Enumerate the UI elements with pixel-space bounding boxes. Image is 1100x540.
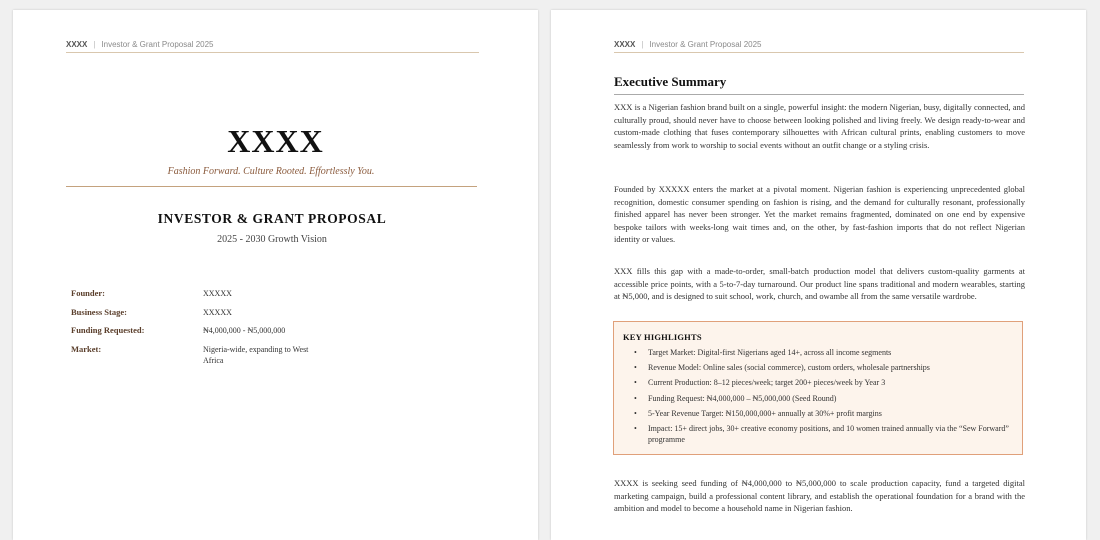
list-item <box>634 362 1014 373</box>
detail-value: Nigeria-wide, expanding to West Africa <box>203 345 309 365</box>
detail-value: XXXXX <box>203 308 232 317</box>
list-item <box>634 423 1014 445</box>
running-header-separator: | <box>641 40 644 49</box>
document-page-cover[interactable] <box>13 10 538 540</box>
section-heading: Executive Summary <box>614 74 727 89</box>
document-page-executive-summary[interactable] <box>551 10 1086 540</box>
list-item-text: Funding Request: ₦4,000,000 – ₦5,000,000 (Seed Round) <box>648 393 837 403</box>
brand-title: XXXX <box>227 123 324 159</box>
list-item-text: 5-Year Revenue Target: ₦150,000,000+ annually at 30%+ profit margins <box>648 408 882 418</box>
key-highlights-list <box>634 347 1014 449</box>
running-header-title: Investor & Grant Proposal 2025 <box>101 40 214 49</box>
summary-paragraph: XXXX is seeking seed funding of ₦4,000,000 to ₦5,000,000 to scale production capacity, fund a targeted digital marketing campaign, build a professional content library, and establish the operational foundation for a brand with the ambition and model to become a household name in Nigerian fashion. <box>614 478 1025 514</box>
proposal-subtitle: 2025 - 2030 Growth Vision <box>217 234 327 245</box>
bullet-icon: • <box>634 348 637 357</box>
bullet-icon: • <box>634 393 637 403</box>
running-header-separator: | <box>93 40 96 49</box>
list-item-text: Revenue Model: Online sales (social commerce), custom orders, wholesale partnerships <box>648 363 930 373</box>
list-item <box>634 393 1014 404</box>
header-divider <box>614 52 1024 53</box>
running-header <box>614 40 761 49</box>
header-divider <box>66 52 479 53</box>
list-item-text: Current Production: 8–12 pieces/week; target 200+ pieces/week by Year 3 <box>648 378 886 388</box>
detail-label: Funding Requested: <box>71 325 145 335</box>
running-header-brand: XXXX <box>66 40 88 49</box>
bullet-icon: • <box>634 408 637 418</box>
detail-value: XXXXX <box>203 289 232 298</box>
list-item <box>634 377 1014 388</box>
list-item-text: Impact: 15+ direct jobs, 30+ creative economy positions, and 10 women trained annually via the “Sew Forward” programme <box>648 423 1009 444</box>
list-item <box>634 347 1014 358</box>
brand-tagline: Fashion Forward. Culture Rooted. Effortlessly You. <box>167 166 375 177</box>
bullet-icon: • <box>634 423 637 433</box>
key-highlights-box <box>613 321 1023 455</box>
detail-label: Founder: <box>71 288 105 298</box>
bullet-icon: • <box>634 363 637 373</box>
summary-paragraph: XXX is a Nigerian fashion brand built on a single, powerful insight: the modern Nigerian, busy, digitally connected, and culturally proud, should never have to choose between looking polished and living freely. We design ready-to-wear and custom-made clothing that fuses contemporary silhouettes with African cultural prints, enabling customers to move seamlessly from work to worship to social events without an outfit change or a styling crisis. <box>614 102 1025 150</box>
running-header-title: Investor & Grant Proposal 2025 <box>649 40 762 49</box>
running-header-brand: XXXX <box>614 40 636 49</box>
list-item <box>634 408 1014 419</box>
section-divider <box>614 94 1024 95</box>
running-header <box>66 40 213 49</box>
summary-paragraph: XXX fills this gap with a made-to-order, small-batch production model that delivers custom-quality garments at accessible price points, with a 5-to-7-day turnaround. Our product line spans traditional and modern wearables, starting at ₦5,000, and is designed to suit school, work, church, and owambe all from the same versatile wardrobe. <box>614 266 1025 302</box>
detail-value: ₦4,000,000 - ₦5,000,000 <box>203 326 286 335</box>
proposal-title: INVESTOR & GRANT PROPOSAL <box>157 211 387 226</box>
cover-divider <box>66 186 477 187</box>
detail-label: Market: <box>71 344 102 354</box>
bullet-icon: • <box>634 378 637 388</box>
summary-paragraph: Founded by XXXXX enters the market at a pivotal moment. Nigerian fashion is experiencing unprecedented global recognition, domestic consumer spending on fashion is rising, and the demand for culturally resonant, professionally finished apparel has never been stronger. Yet the market remains fragmented, dominated on one end by expensive bespoke tailors with weeks-long wait times and, on the other, by fast-fashion imports that do not reflect Nigerian identity or values. <box>614 184 1025 245</box>
list-item-text: Target Market: Digital-first Nigerians aged 14+, across all income segments <box>648 348 892 357</box>
detail-label: Business Stage: <box>71 307 127 317</box>
key-highlights-title: KEY HIGHLIGHTS <box>623 332 702 342</box>
